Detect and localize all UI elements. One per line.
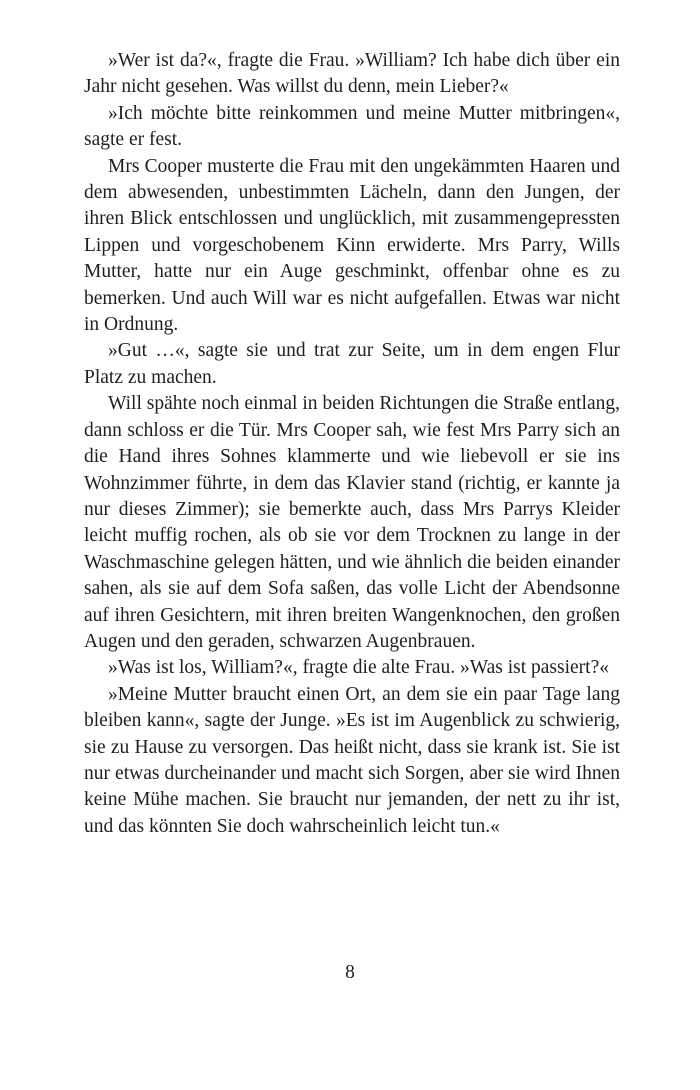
paragraph: »Was ist los, William?«, fragte die alte Frau. »Was ist passiert?« <box>108 657 609 679</box>
page-number: 8 <box>345 962 355 983</box>
paragraph: Will spähte noch einmal in beiden Richtungen die Straße entlang, dann schloss er die Tür. Mrs Cooper sah, wie fest Mrs Parry sich an die Hand ihres Sohnes klammerte und wie liebevoll er sie ins Wohnzimmer führte, in dem das Klavier stand (richtig, er kannte ja nur dieses Zimmer); sie bemerkte auch, dass Mrs Parrys Kleider leicht muffig rochen, als ob sie vor dem Trocknen zu lange in der Waschmaschine gelegen hätten, und wie ähnlich die beiden einander sahen, als sie auf dem Sofa saßen, das volle Licht der Abendsonne auf ihren Gesichtern, mit ihren breiten Wangenknochen, den großen Augen und den geraden, schwarzen Augenbrauen. <box>84 393 620 652</box>
paragraph: »Ich möchte bitte reinkommen und meine Mutter mitbringen«, sagte er fest. <box>84 102 620 151</box>
paragraph: »Gut …«, sagte sie und trat zur Seite, um in dem engen Flur Platz zu machen. <box>84 340 620 388</box>
paragraph: »Meine Mutter braucht einen Ort, an dem sie ein paar Tage lang bleiben kann«, sagte der Junge. »Es ist im Augenblick zu schwierig, sie zu Hause zu versorgen. Das heißt nicht, dass sie krank ist. Sie ist nur etwas durcheinander und macht sich Sorgen, aber sie wird Ihnen keine Mühe machen. Sie braucht nur jemanden, der nett zu ihr ist, und das könnten Sie doch wahrscheinlich leicht tun.« <box>84 683 620 837</box>
book-page-text <box>84 48 620 840</box>
paragraph: Mrs Cooper musterte die Frau mit den ungekämmten Haaren und dem abwesenden, unbestimmten Lächeln, dann den Jungen, der ihren Blick entschlossen und unglücklich, mit zusammengepressten Lippen und vorgeschobenem Kinn erwiderte. Mrs Parry, Wills Mutter, hatte nur ein Auge geschminkt, offenbar ohne es zu bemerken. Und auch Will war es nicht aufgefallen. Etwas war nicht in Ordnung. <box>84 155 620 336</box>
paragraph: »Wer ist da?«, fragte die Frau. »William? Ich habe dich über ein Jahr nicht gesehen. Was willst du denn, mein Lieber?« <box>84 50 620 98</box>
